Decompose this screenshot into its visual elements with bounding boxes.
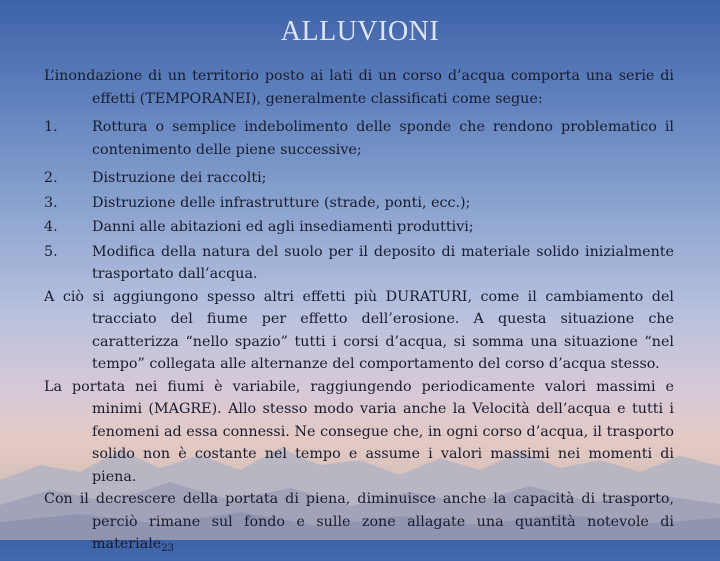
list-text: Distruzione delle infrastrutture (strade, ponti, ecc.);	[92, 194, 471, 211]
list-text: Modifica della natura del suolo per il deposito di materiale solido inizialmente trasportato dall’acqua.	[92, 243, 674, 282]
list-item-3	[44, 192, 674, 215]
list-text: Rottura o semplice indebolimento delle sponde che rendono problematico il contenimento delle piene successive;	[92, 119, 674, 158]
page-number: 23	[161, 543, 174, 554]
list-item-2	[44, 167, 674, 190]
list-item-4	[44, 216, 674, 239]
list-number: 2.	[44, 170, 58, 186]
durable-effects-paragraph: A ciò si aggiungono spesso altri effetti più DURATURI, come il cambiamento del tracciato del fiume per effetto dell’erosione. A questa situazione che caratterizza “nello spazio” tutti i corsi d’acqua, si somma una situazione “nel tempo” collegata alle alternanze del comportamento del corso d’acqua stesso.	[44, 288, 674, 372]
list-number: 5.	[44, 243, 58, 260]
list-number: 3.	[44, 194, 58, 211]
list-number: 1.	[44, 119, 58, 135]
slide-title: ALLUVIONI	[280, 16, 440, 47]
slide-body	[44, 65, 674, 561]
list-item-1	[44, 116, 674, 161]
list-text: Danni alle abitazioni ed agli insediamenti produttivi;	[92, 219, 474, 235]
piena-paragraph	[44, 488, 674, 561]
intro-paragraph: L’inondazione di un territorio posto ai lati di un corso d’acqua comporta una serie di effetti (TEMPORANEI), generalmente classificati come segue:	[44, 68, 674, 107]
list-item-5	[44, 241, 674, 286]
list-number: 4.	[44, 219, 58, 235]
piena-text: Con il decrescere della portata di piena, diminuisce anche la capacità di trasporto, perciò rimane sul fondo e sulle zone allagate una quantità notevole di materiale	[44, 491, 674, 552]
portata-paragraph: La portata nei fiumi è variabile, raggiungendo periodicamente valori massimi e minimi (MAGRE). Allo stesso modo varia anche la Velocità dell’acqua e tutti i fenomeni ad essa connessi. Ne consegue che, in ogni corso d’acqua, il trasporto solido non è costante nel tempo e assume i valori massimi nei momenti di piena.	[44, 378, 674, 485]
list-text: Distruzione dei raccolti;	[92, 170, 267, 186]
